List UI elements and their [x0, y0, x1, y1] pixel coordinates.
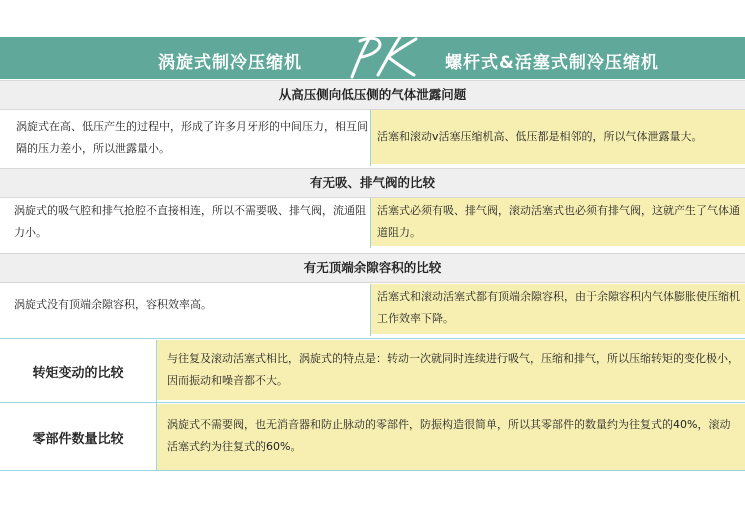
- section-title-valves: 有无吸、排气阀的比较: [0, 168, 745, 198]
- torque-row-label: 转矩变动的比较: [0, 340, 156, 402]
- leakage-scroll-text: 涡旋式在高、低压产生的过程中，形成了许多月牙形的中间压力，相互间隔的压力差小，所以泄露量小。: [8, 116, 368, 166]
- valves-scroll-text: 涡旋式的吸气腔和排气抢腔不直接相连，所以不需要吸、排气阀，流通阻力小。: [8, 200, 368, 248]
- divider: [370, 284, 371, 336]
- screw-piston-compressor-title: 螺杆式&活塞式制冷压缩机: [445, 53, 659, 73]
- clearance-scroll-text: 涡旋式没有顶端余隙容积，容积效率高。: [8, 294, 368, 320]
- section-title-leakage: 从高压侧向低压侧的气体泄露问题: [0, 80, 745, 110]
- divider: [0, 338, 745, 339]
- valves-piston-text: 活塞式必须有吸、排气阀，滚动活塞式也必须有排气阀，这就产生了气体通道阻力。: [371, 198, 745, 246]
- divider: [0, 402, 745, 403]
- divider: [370, 198, 371, 248]
- parts-row-text: 涡旋式不需要阀，也无消音器和防止脉动的零部件，防振构造很简单，所以其零部件的数量约为往复式的40%，滚动活塞式约为往复式的60%。: [157, 404, 745, 470]
- leakage-piston-text: 活塞和滚动v活塞压缩机高、低压都是相邻的，所以气体泄露量大。: [371, 110, 745, 164]
- section-title-clearance: 有无顶端余隙容积的比较: [0, 253, 745, 283]
- header-bar: [0, 37, 745, 79]
- parts-row-label: 零部件数量比较: [0, 404, 156, 470]
- clearance-piston-text: 活塞式和滚动活塞式都有顶端余隙容积，由于余隙容积内气体膨胀使压缩机工作效率下降。: [371, 284, 745, 334]
- scroll-compressor-title: 涡旋式制冷压缩机: [158, 53, 302, 73]
- divider: [0, 470, 745, 471]
- torque-row-text: 与往复及滚动活塞式相比，涡旋式的特点是：转动一次就同时连续进行吸气，压缩和排气，所以压缩转矩的变化极小，因而振动和噪音都不大。: [157, 340, 745, 400]
- pk-logo: [330, 31, 420, 85]
- divider: [370, 110, 371, 166]
